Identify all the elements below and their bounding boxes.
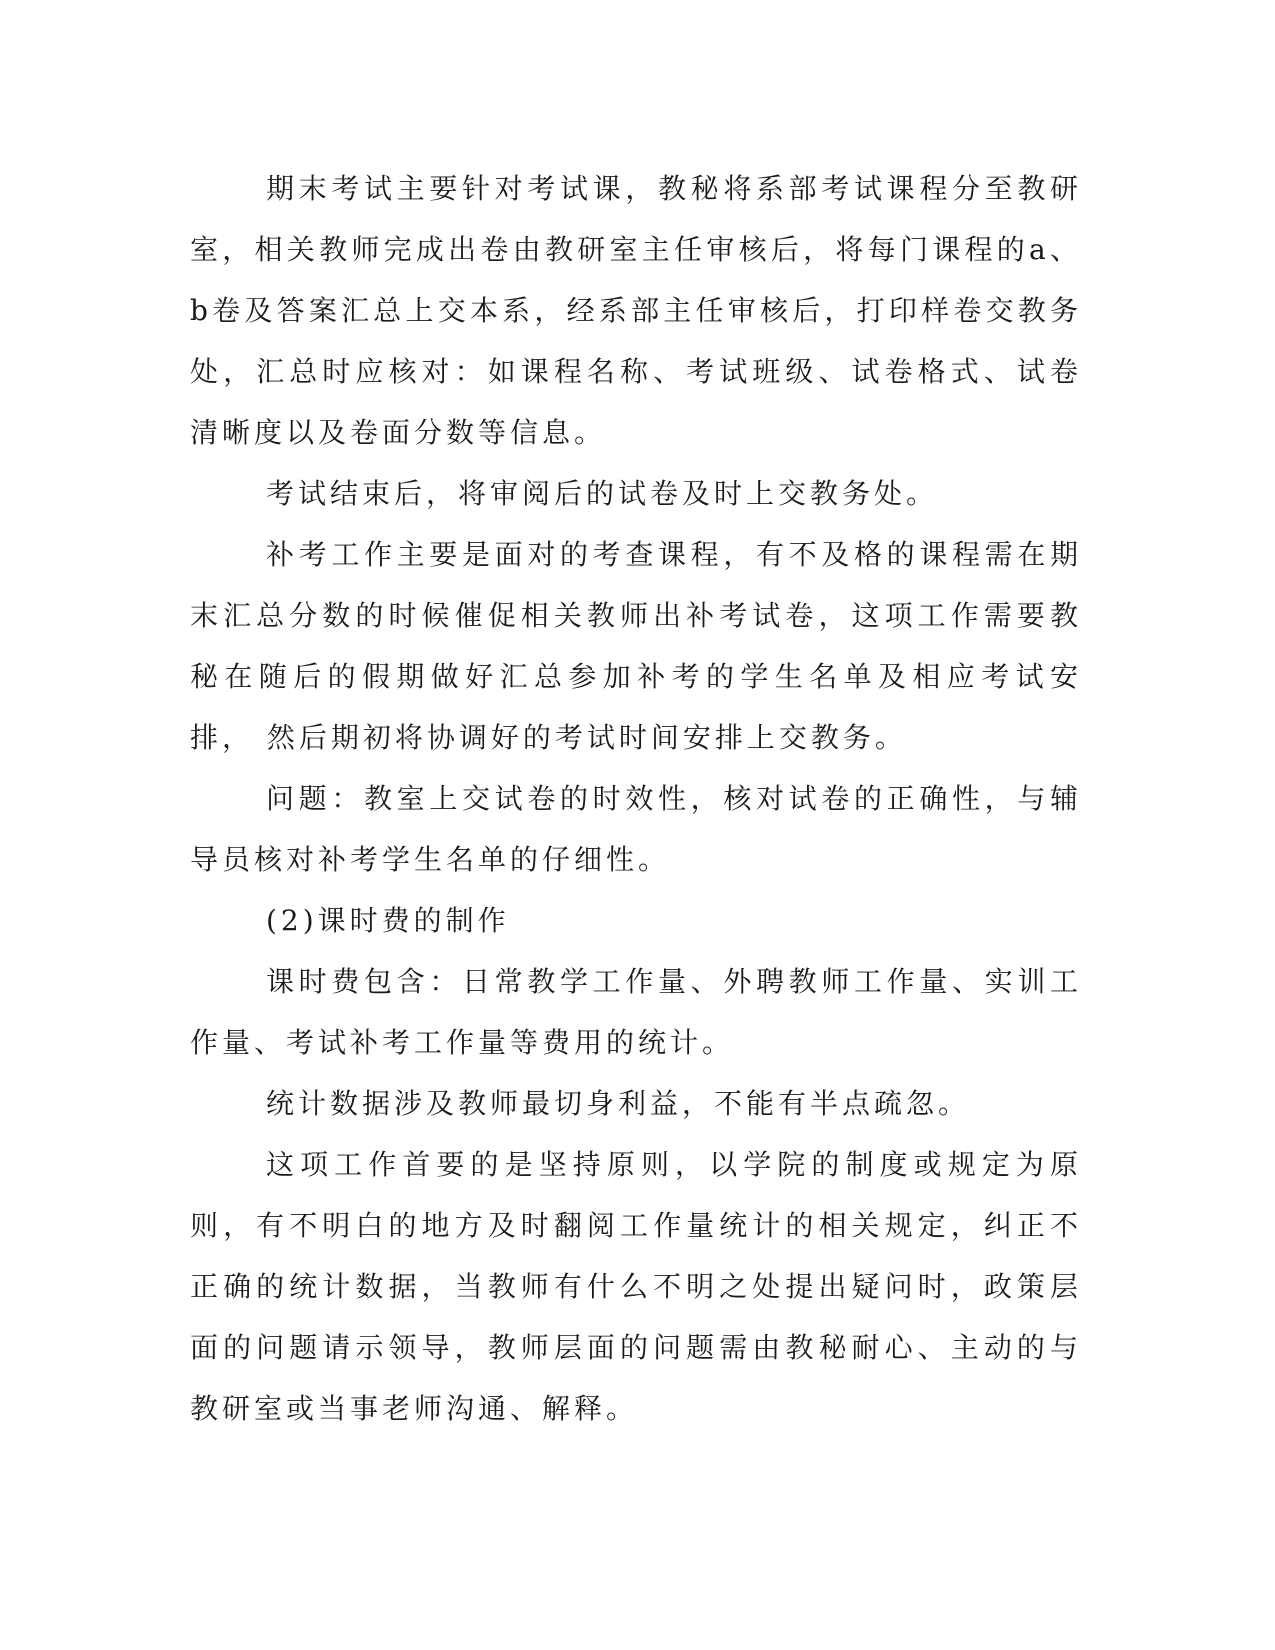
paragraph-principles: 这项工作首要的是坚持原则，以学院的制度或规定为原则，有不明白的地方及时翻阅工作量统计的相关规定，纠正不正确的统计数据，当教师有什么不明之处提出疑问时，政策层面的问题请示领导，教师层面的问题需由教秘耐心、主动的与教研室或当事老师沟通、解释。 [190,1148,1082,1425]
paragraph-statistics-care: 统计数据涉及教师最切身利益，不能有半点疏忽。 [266,1087,971,1120]
paragraph-class-fee-contents: 课时费包含：日常教学工作量、外聘教师工作量、实训工作量、考试补考工作量等费用的统计。 [190,965,1082,1059]
paragraph-final-exam: 期末考试主要针对考试课，教秘将系部考试课程分至教研室，相关教师完成出卷由教研室主任审核后，将每门课程的a、b卷及答案汇总上交本系，经系部主任审核后，打印样卷交教务处，汇总时应核对：如课程名称、考试班级、试卷格式、试卷清晰度以及卷面分数等信息。 [190,172,1082,449]
paragraph-problems: 问题：教室上交试卷的时效性，核对试卷的正确性，与辅导员核对补考学生名单的仔细性。 [190,782,1082,876]
paragraph-after-exam: 考试结束后，将审阅后的试卷及时上交教务处。 [266,477,939,510]
document-body [190,158,1082,1439]
paragraph-makeup-exam: 补考工作主要是面对的考查课程，有不及格的课程需在期末汇总分数的时候催促相关教师出补考试卷，这项工作需要教秘在随后的假期做好汇总参加补考的学生名单及相应考试安排， 然后期初将协调好的考试时间安排上交教务。 [190,538,1082,754]
section-heading-class-fee: (2)课时费的制作 [266,904,510,937]
